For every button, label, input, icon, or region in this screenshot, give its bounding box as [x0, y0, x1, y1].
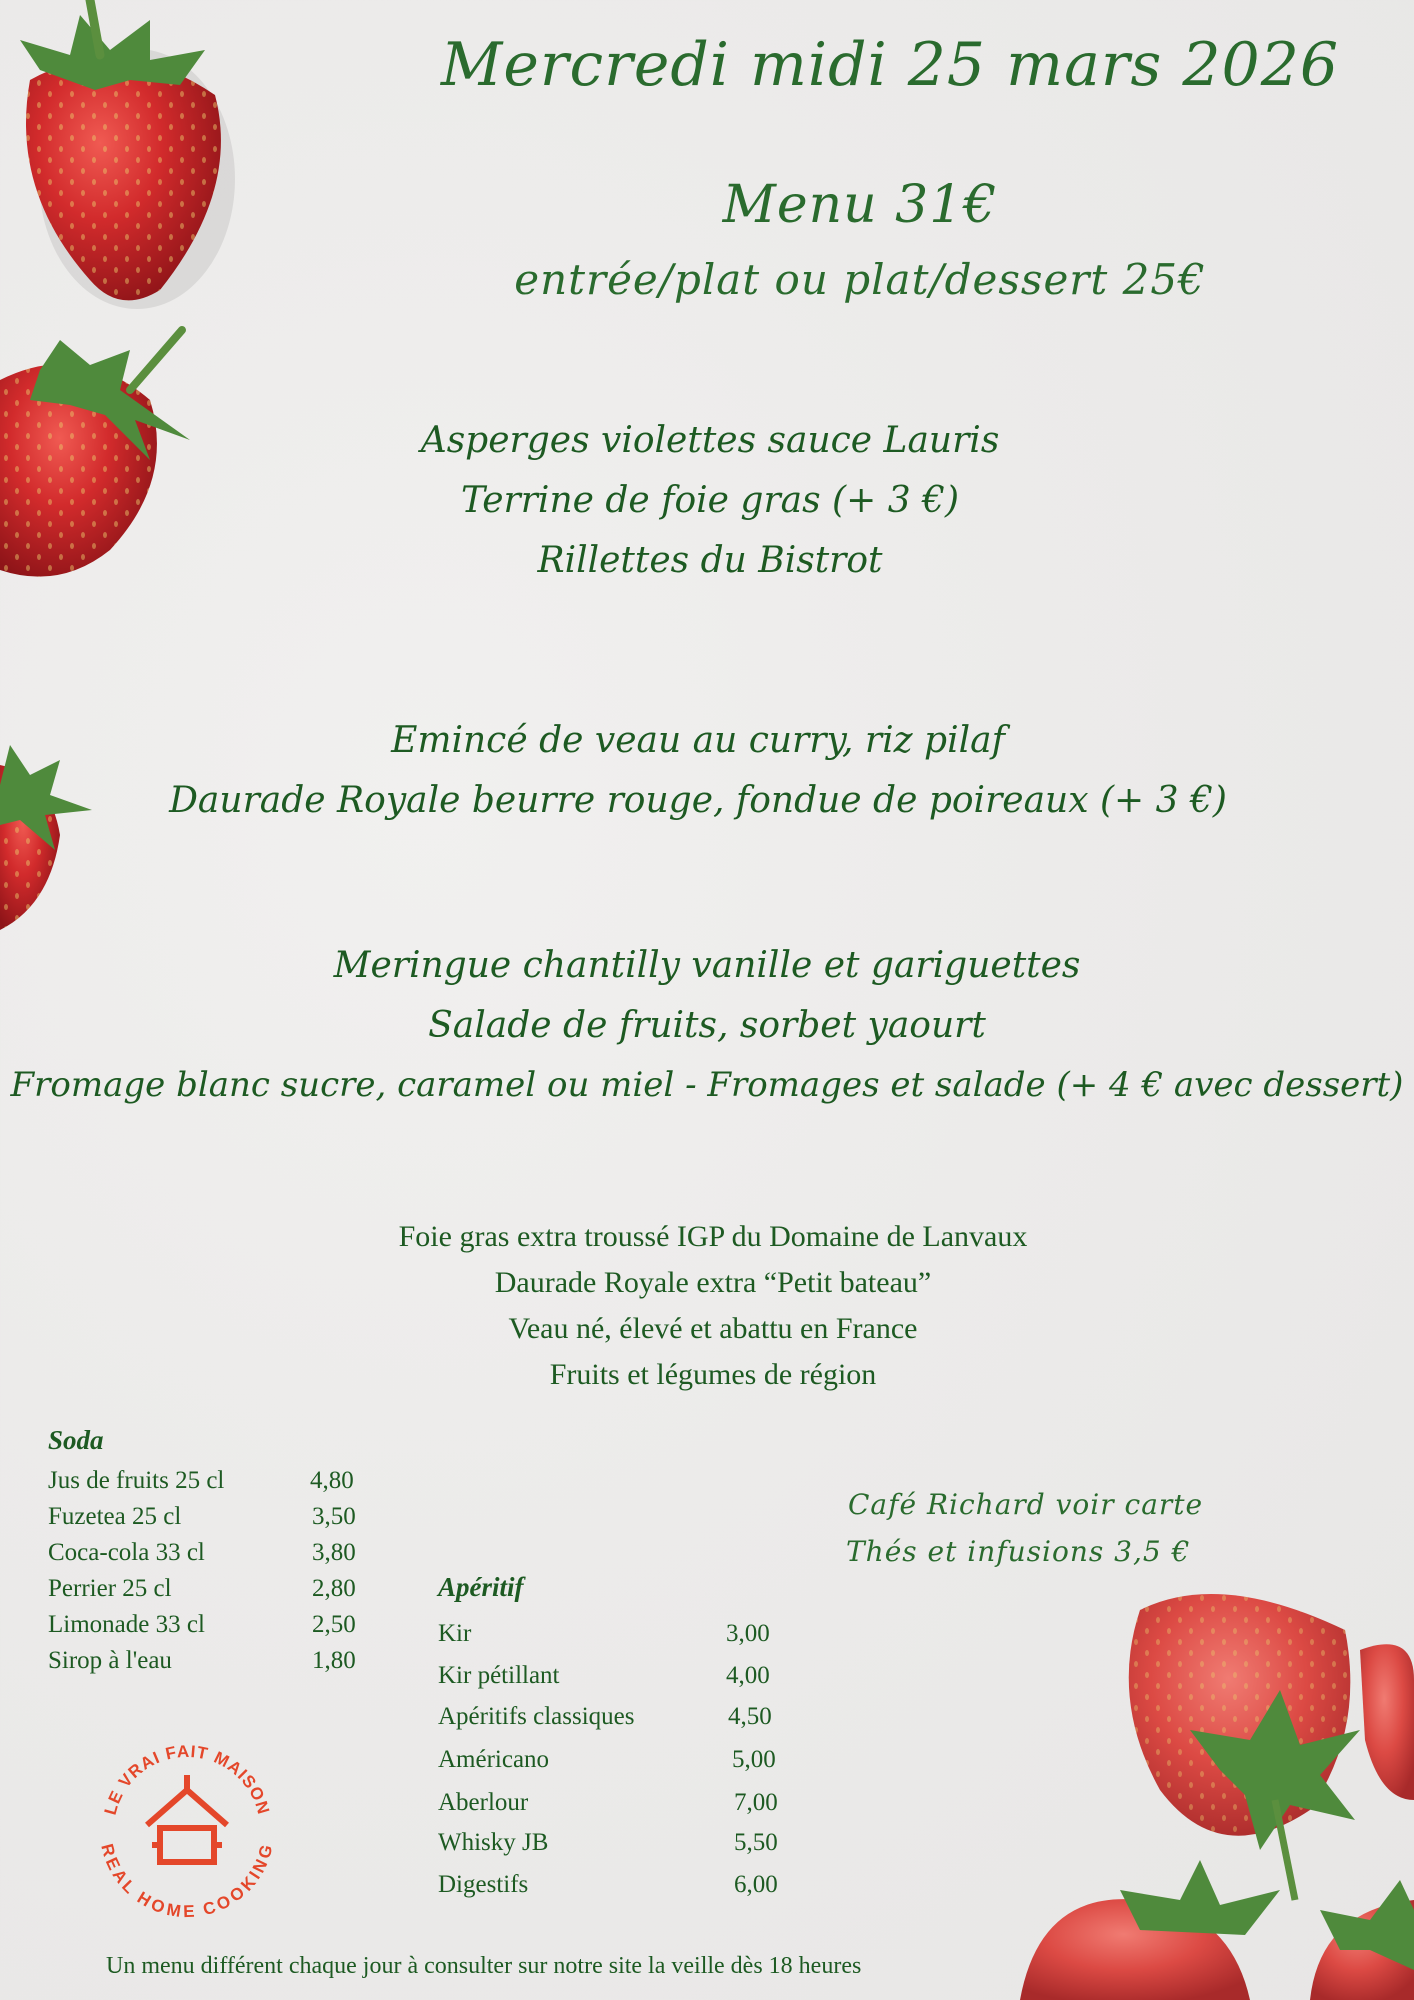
fait-maison-logo: [92, 1730, 282, 1920]
drink-price: 4,00: [726, 1662, 770, 1689]
strawberry-image-top-left: [0, 0, 240, 310]
drink-name: Perrier 25 cl: [48, 1575, 172, 1602]
drink-name: Fuzetea 25 cl: [48, 1503, 182, 1530]
source-line: Foie gras extra troussé IGP du Domaine de Lanvaux: [398, 1220, 1028, 1253]
drink-name: Jus de fruits 25 cl: [48, 1467, 225, 1494]
dessert-item: Meringue chantilly vanille et gariguettes: [333, 945, 1081, 986]
starter-item: Asperges violettes sauce Lauris: [420, 420, 1000, 461]
drink-price: 5,00: [732, 1746, 776, 1773]
drink-name: Américano: [438, 1746, 550, 1773]
drink-price: 3,00: [726, 1620, 770, 1647]
logo-top-text: LE VRAI FAIT MAISON: [100, 1741, 274, 1817]
drink-name: Kir pétillant: [438, 1662, 560, 1689]
tea-note: Thés et infusions 3,5 €: [846, 1535, 1191, 1568]
drink-name: Whisky JB: [438, 1829, 549, 1856]
drink-price: 2,50: [312, 1611, 356, 1638]
drink-name: Aberlour: [438, 1789, 529, 1816]
drink-name: Apéritifs classiques: [438, 1703, 635, 1730]
soda-title: Soda: [48, 1425, 104, 1455]
starter-item: Terrine de foie gras (+ 3 €): [460, 480, 960, 521]
drink-price: 5,50: [734, 1829, 778, 1856]
aperitif-title: Apéritif: [438, 1572, 524, 1602]
source-line: Daurade Royale extra “Petit bateau”: [494, 1266, 932, 1299]
main-item: Emincé de veau au curry, riz pilaf: [391, 720, 1005, 761]
main-item: Daurade Royale beurre rouge, fondue de poireaux (+ 3 €): [169, 780, 1227, 821]
aperitif-section: [438, 1572, 798, 1912]
logo-bottom-text: REAL HOME COOKING: [97, 1841, 277, 1920]
drink-name: Digestifs: [438, 1871, 529, 1898]
drink-price: 2,80: [312, 1575, 356, 1602]
drink-price: 4,50: [728, 1703, 772, 1730]
dessert-item: Salade de fruits, sorbet yaourt: [428, 1005, 986, 1046]
drink-price: 4,80: [310, 1467, 354, 1494]
svg-text:REAL HOME COOKING: [97, 1842, 276, 1920]
drink-name: Kir: [438, 1620, 472, 1647]
source-line: Fruits et légumes de région: [549, 1358, 877, 1391]
menu-price: Menu 31€: [722, 175, 998, 235]
coffee-note: Café Richard voir carte: [848, 1488, 1204, 1521]
source-line: Veau né, élevé et abattu en France: [508, 1312, 918, 1345]
starter-item: Rillettes du Bistrot: [537, 540, 883, 581]
menu-formula: entrée/plat ou plat/dessert 25€: [514, 255, 1206, 304]
drink-name: Sirop à l'eau: [48, 1647, 172, 1674]
drink-price: 6,00: [734, 1871, 778, 1898]
drink-name: Coca-cola 33 cl: [48, 1539, 205, 1566]
house-pan-icon: [147, 1775, 227, 1862]
dessert-item: Fromage blanc sucre, caramel ou miel - Fromages et salade (+ 4 € avec dessert): [10, 1065, 1404, 1105]
soda-section: [48, 1425, 378, 1695]
drink-price: 1,80: [312, 1647, 356, 1674]
menu-date: Mercredi midi 25 mars 2026: [440, 30, 1340, 100]
drink-price: 3,50: [312, 1503, 356, 1530]
footer-note: Un menu différent chaque jour à consulter sur notre site la veille dès 18 heures: [106, 1953, 862, 1979]
strawberry-image-bottom-right: [1020, 1570, 1414, 2000]
drink-name: Limonade 33 cl: [48, 1611, 205, 1638]
drink-price: 7,00: [734, 1789, 778, 1816]
drink-price: 3,80: [312, 1539, 356, 1566]
